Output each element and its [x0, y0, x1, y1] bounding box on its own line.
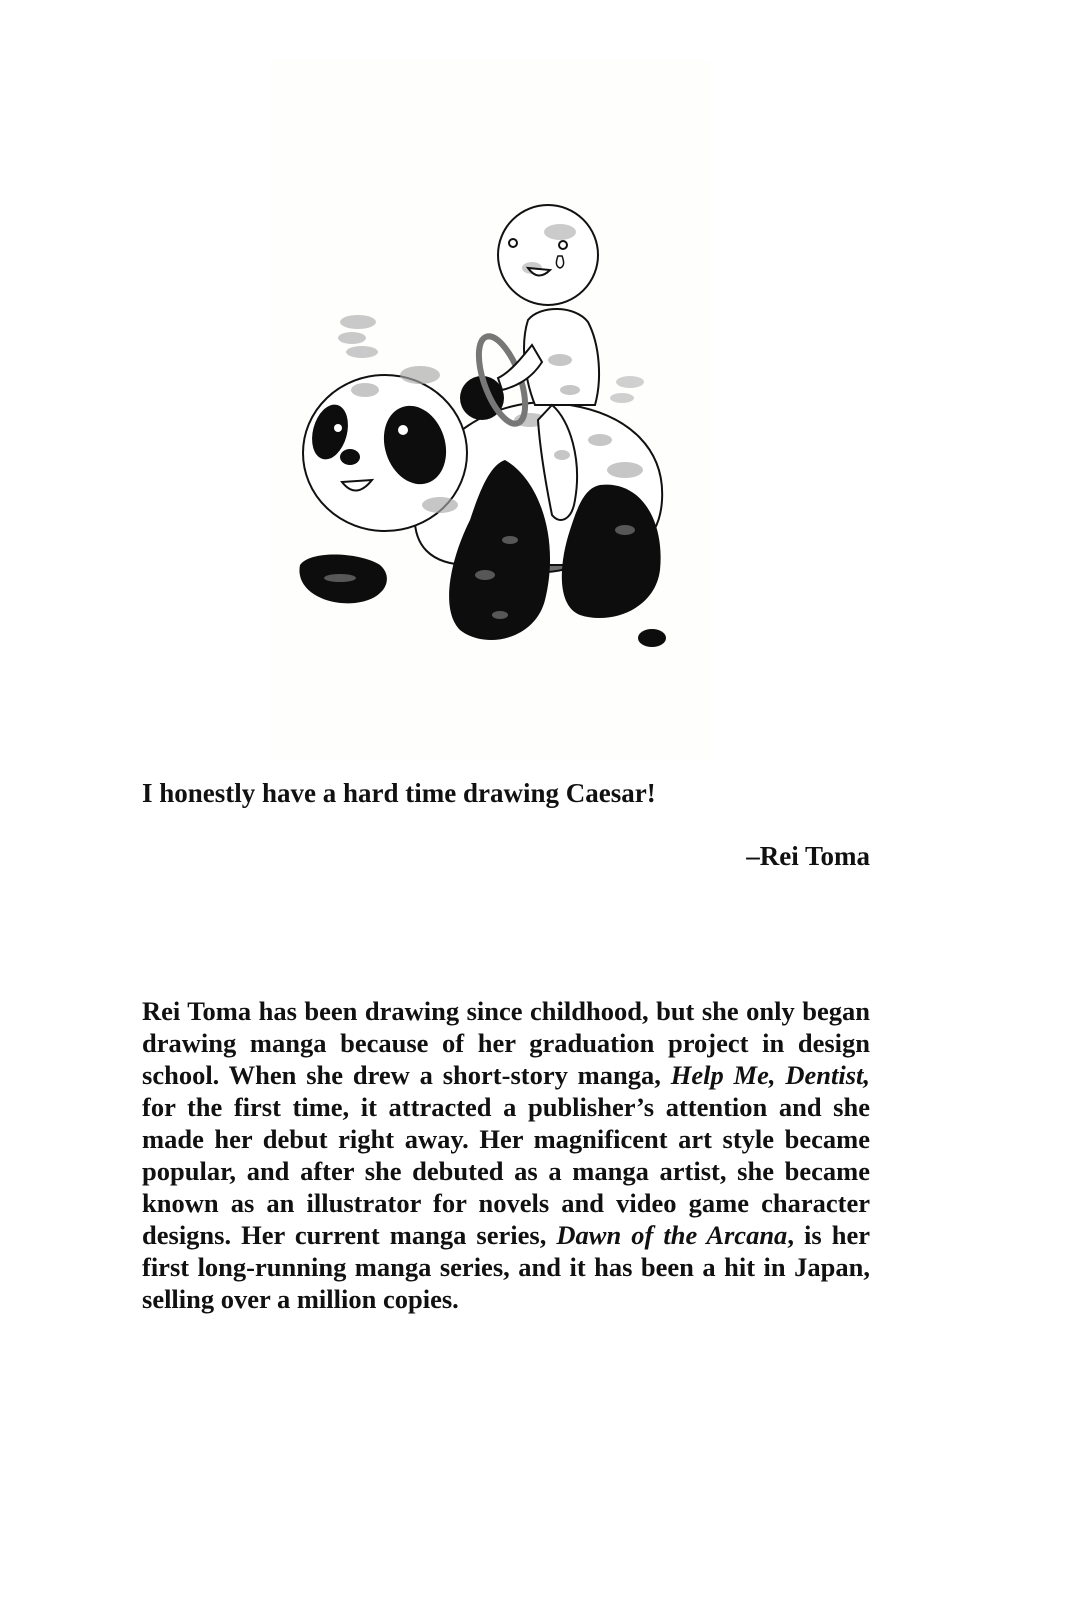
smoke-puff-right	[610, 376, 644, 403]
bio-title-help-me-dentist: Help Me, Dentist,	[670, 1060, 870, 1090]
quote-signature: –Rei Toma	[746, 841, 870, 871]
author-quote: I honestly have a hard time drawing Caesar!	[142, 778, 656, 808]
author-illustration	[270, 60, 710, 760]
pebble	[638, 629, 666, 647]
bio-text: for the first time, it attracted a publisher’s attention and she made her debut right away. Her magnificent art style became popular, and after she debuted as a manga artist, she became known as an illustrator for novels and video game character designs. Her current manga series,	[142, 1092, 870, 1250]
panda-nose	[340, 449, 360, 465]
smoke-puff-left	[338, 315, 378, 358]
bio-text: Rei Toma has been drawing since childhood, but she only began drawing manga because of her graduation project in design school. When she drew a short-story manga,	[142, 996, 870, 1090]
panda-rider-drawing	[270, 60, 710, 760]
author-bio	[142, 995, 870, 1315]
rider-head	[498, 205, 598, 305]
bio-title-dawn-of-the-arcana: Dawn of the Arcana	[556, 1220, 788, 1250]
bio-text: , is her first long-running manga series, and it has been a hit in Japan, selling over a million copies.	[142, 1220, 870, 1314]
